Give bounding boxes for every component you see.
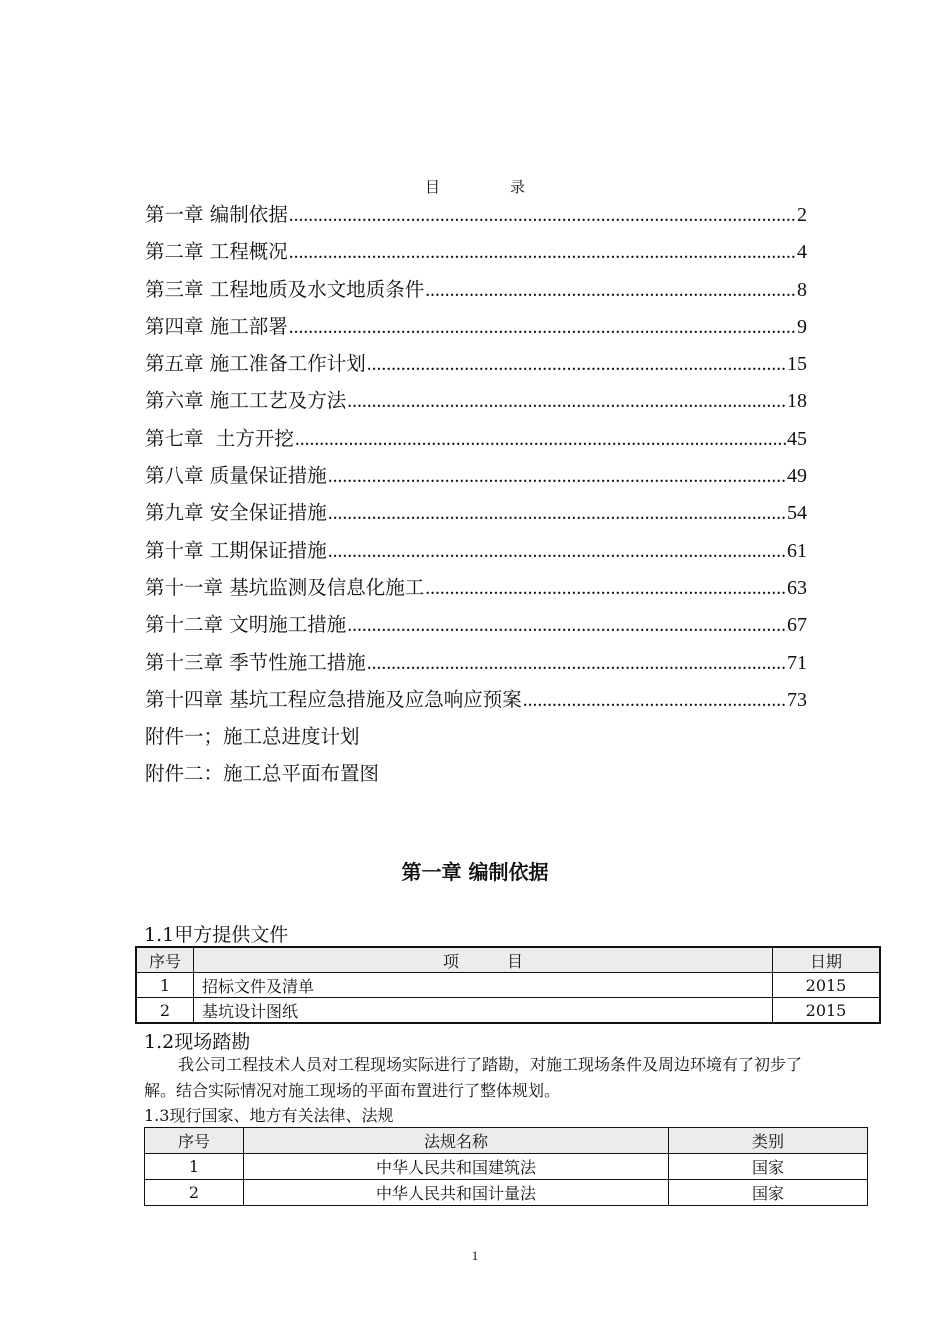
toc-entry-page: 71 — [787, 651, 807, 674]
header-cell-item: 项目 — [194, 947, 773, 973]
toc-title: 目录 — [424, 178, 595, 196]
toc-leader-dots — [328, 503, 786, 525]
toc-entry-label: 第一章 编制依据 — [145, 203, 288, 226]
toc-entry-label: 第八章 质量保证措施 — [145, 464, 327, 488]
toc-leader-dots — [523, 690, 786, 712]
toc-entry-page: 45 — [787, 427, 807, 450]
cell-index: 1 — [145, 1154, 244, 1180]
toc-entry-page: 18 — [787, 390, 807, 413]
site-survey-paragraph: 我公司工程技术人员对工程现场实际进行了踏勘，对施工现场条件及周边环境有了初步了解。结合实际情况对施工现场的平面布置进行了整体规划。 — [144, 1055, 803, 1100]
cell-index: 2 — [136, 998, 194, 1024]
toc-leader-dots — [347, 615, 786, 637]
toc-leader-dots — [347, 391, 786, 413]
toc-entry-page: 2 — [797, 204, 807, 226]
toc-leader-dots — [289, 317, 796, 339]
toc-entry-page: 9 — [797, 315, 807, 338]
toc-attachment-label: 附件二：施工总平面布置图 — [145, 762, 380, 786]
cell-category: 国家 — [669, 1180, 868, 1206]
toc-entry[interactable] — [145, 647, 807, 684]
toc-entry-label: 第七章 土方开挖 — [145, 426, 294, 450]
toc-entry-page: 63 — [787, 576, 807, 599]
laws-regulations-table — [144, 1127, 868, 1206]
section-heading-1-3: 1.3现行国家、地方有关法律、法规 — [144, 1106, 394, 1125]
toc-leader-dots — [425, 280, 796, 302]
table-row — [136, 998, 880, 1024]
cell-index: 1 — [136, 973, 194, 998]
cell-item: 招标文件及清单 — [194, 973, 773, 998]
toc-entry-page: 8 — [797, 278, 807, 301]
cell-index: 2 — [145, 1180, 244, 1206]
toc-entry-label: 第六章 施工工艺及方法 — [145, 389, 347, 413]
toc-entry[interactable] — [145, 497, 807, 534]
table-header-row — [145, 1128, 868, 1154]
cell-item: 基坑设计图纸 — [194, 998, 773, 1024]
table-row — [145, 1180, 868, 1206]
toc-entry[interactable] — [145, 199, 807, 236]
toc-entry-label: 第五章 施工准备工作计划 — [145, 352, 366, 376]
toc-leader-dots — [367, 354, 786, 376]
table-row — [136, 973, 880, 998]
toc-leader-dots — [289, 242, 796, 264]
toc-entry[interactable] — [145, 348, 807, 385]
header-cell-category: 类别 — [669, 1128, 868, 1154]
header-cell-index: 序号 — [145, 1128, 244, 1154]
toc-entry-label: 第二章 工程概况 — [145, 240, 288, 264]
cell-date: 2015 — [773, 998, 881, 1024]
cell-regulation-name: 中华人民共和国计量法 — [244, 1180, 669, 1206]
cell-date: 2015 — [773, 973, 881, 998]
header-cell-date: 日期 — [773, 947, 881, 973]
header-cell-regulation-name: 法规名称 — [244, 1128, 669, 1154]
chapter-title: 第一章 编制依据 — [401, 860, 549, 884]
toc-leader-dots — [289, 205, 796, 227]
toc-entry-page: 49 — [787, 465, 807, 488]
toc-entry[interactable] — [145, 572, 807, 609]
toc-leader-dots — [328, 466, 786, 488]
toc-entry-page: 54 — [787, 502, 807, 525]
toc-entry[interactable] — [145, 460, 807, 497]
toc-entry[interactable] — [145, 236, 807, 273]
toc-entry[interactable] — [145, 609, 807, 646]
client-documents-table — [135, 946, 881, 1024]
toc-attachment-label: 附件一；施工总进度计划 — [145, 725, 360, 749]
toc-entry-label: 第十四章 基坑工程应急措施及应急响应预案 — [145, 687, 522, 711]
toc-leader-dots — [367, 653, 786, 675]
toc-entry[interactable] — [145, 385, 807, 422]
table-row — [145, 1154, 868, 1180]
page-number: 1 — [471, 1248, 479, 1263]
table-header-row — [136, 947, 880, 973]
toc-entry-page: 67 — [787, 614, 807, 637]
toc-entry-page: 73 — [787, 688, 807, 711]
toc-entry-page: 15 — [787, 353, 807, 376]
toc-entry[interactable] — [145, 423, 807, 460]
toc-leader-dots — [295, 429, 786, 451]
cell-category: 国家 — [669, 1154, 868, 1180]
cell-regulation-name: 中华人民共和国建筑法 — [244, 1154, 669, 1180]
toc-attachment[interactable] — [145, 721, 807, 758]
toc-entry[interactable] — [145, 535, 807, 572]
toc-entry-label: 第十二章 文明施工措施 — [145, 613, 347, 637]
toc-leader-dots — [425, 578, 786, 600]
toc-entry-page: 61 — [787, 539, 807, 562]
toc-entry[interactable] — [145, 274, 807, 311]
table-of-contents — [145, 199, 807, 796]
toc-entry[interactable] — [145, 311, 807, 348]
toc-entry-label: 第三章 工程地质及水文地质条件 — [145, 277, 425, 301]
header-cell-index: 序号 — [136, 947, 194, 973]
toc-attachment[interactable] — [145, 758, 807, 795]
toc-entry-label: 第四章 施工部署 — [145, 314, 288, 338]
section-heading-1-1: 1.1甲方提供文件 — [144, 924, 289, 946]
toc-entry-page: 4 — [797, 241, 807, 264]
toc-entry-label: 第十一章 基坑监测及信息化施工 — [145, 575, 425, 599]
toc-leader-dots — [328, 541, 786, 563]
toc-entry-label: 第十三章 季节性施工措施 — [145, 650, 366, 674]
toc-entry-label: 第十章 工期保证措施 — [145, 538, 327, 562]
toc-entry[interactable] — [145, 684, 807, 721]
section-heading-1-2: 1.2现场踏勘 — [144, 1031, 251, 1053]
toc-entry-label: 第九章 安全保证措施 — [145, 501, 327, 525]
